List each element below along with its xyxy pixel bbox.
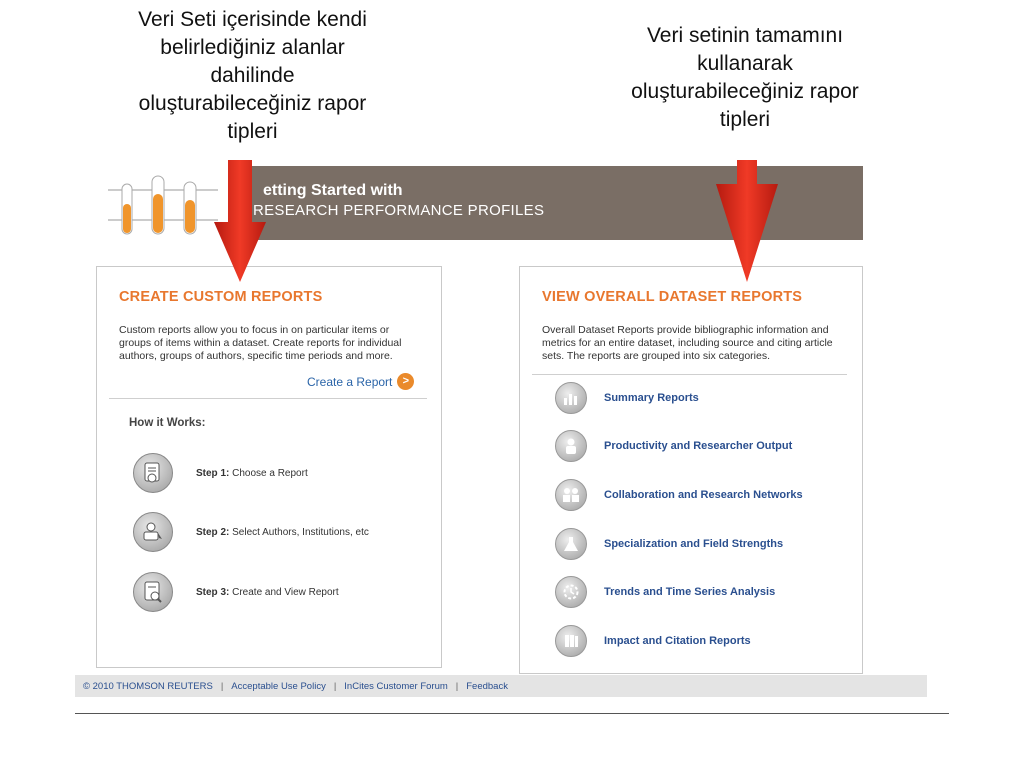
test-tubes-logo-icon [108, 170, 228, 238]
step-3-text: Step 3: Create and View Report [196, 586, 339, 598]
report-label: Collaboration and Research Networks [604, 489, 803, 501]
report-label: Summary Reports [604, 392, 699, 404]
report-document-icon [133, 453, 173, 493]
banner-title-line2: RESEARCH PERFORMANCE PROFILES [253, 202, 545, 219]
step-3 [133, 572, 339, 612]
how-it-works-heading: How it Works: [129, 417, 206, 429]
report-specialization[interactable] [555, 528, 783, 560]
custom-reports-panel [96, 266, 442, 668]
banner-title-line1: etting Started with [263, 182, 403, 199]
arrow-down-icon [214, 160, 266, 282]
step-2 [133, 512, 369, 552]
feedback-link[interactable]: Feedback [466, 680, 508, 692]
step-1-text: Step 1: Choose a Report [196, 467, 308, 479]
overall-reports-title: VIEW OVERALL DATASET REPORTS [542, 289, 803, 305]
clock-icon [555, 576, 587, 608]
report-trends[interactable] [555, 576, 775, 608]
arrow-right-icon: > [397, 373, 414, 390]
arrow-down-icon [716, 160, 778, 282]
step-1 [133, 453, 308, 493]
books-icon [555, 625, 587, 657]
view-report-icon [133, 572, 173, 612]
collaboration-icon [555, 479, 587, 511]
report-label: Trends and Time Series Analysis [604, 586, 776, 598]
separator: | [333, 680, 337, 692]
report-collaboration[interactable] [555, 479, 803, 511]
annotation-left: Veri Seti içerisinde kendi belirlediğiniz alanlar dahilinde oluşturabileceğiniz rapor tipleri [138, 8, 367, 143]
divider [532, 374, 847, 375]
report-label: Specialization and Field Strengths [604, 538, 784, 550]
step-2-text: Step 2: Select Authors, Institutions, etc [196, 526, 369, 538]
custom-reports-title: CREATE CUSTOM REPORTS [119, 289, 323, 305]
annotation-right: Veri setinin tamamını kullanarak oluşturabileceğiniz rapor tipleri [631, 24, 859, 131]
report-productivity[interactable] [555, 430, 792, 462]
copyright: © 2010 THOMSON REUTERS [83, 680, 213, 692]
report-label: Impact and Citation Reports [604, 635, 751, 647]
researcher-icon [555, 430, 587, 462]
separator: | [455, 680, 459, 692]
select-authors-icon [133, 512, 173, 552]
separator: | [220, 680, 224, 692]
divider [109, 398, 427, 399]
customer-forum-link[interactable]: InCites Customer Forum [344, 680, 448, 692]
bar-chart-icon [555, 382, 587, 414]
report-label: Productivity and Researcher Output [604, 440, 793, 452]
create-report-label: Create a Report [307, 374, 393, 389]
custom-reports-description: Custom reports allow you to focus in on particular items or groups of items within a dataset. Create reports for individual authors, groups of authors, specific time periods and more. [119, 324, 402, 362]
bottom-rule [75, 713, 949, 714]
flask-icon [555, 528, 587, 560]
report-summary[interactable] [555, 382, 699, 414]
footer [75, 675, 927, 697]
overall-reports-description: Overall Dataset Reports provide bibliographic information and metrics for an entire dataset, including source and citing article sets. The reports are grouped into six categories. [542, 324, 833, 362]
create-report-link[interactable] [307, 373, 414, 390]
report-impact[interactable] [555, 625, 751, 657]
acceptable-use-link[interactable]: Acceptable Use Policy [231, 680, 326, 692]
overall-reports-panel [519, 266, 863, 674]
